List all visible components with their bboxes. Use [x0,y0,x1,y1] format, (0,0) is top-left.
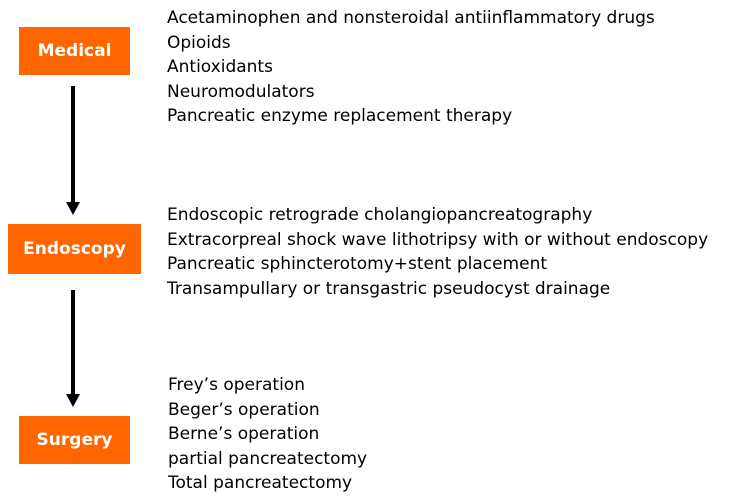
list-item: Pancreatic sphincterotomy+stent placement [167,254,548,274]
stage-box-surgery [19,416,130,464]
list-item: Berne’s operation [168,424,320,444]
surgery-treatment-list [168,373,367,496]
stage-label-endoscopy: Endoscopy [23,239,126,259]
stage-label-medical: Medical [37,41,112,61]
list-item: Extracorpreal shock wave lithotripsy with or without endoscopy [167,229,709,250]
list-item: Acetaminophen and nonsteroidal antiinflammatory drugs [167,8,655,28]
endoscopy-treatment-list [167,203,708,301]
stage-label-surgery: Surgery [36,430,113,450]
arrow-endoscopy-to-surgery [66,290,80,407]
list-item: Transampullary or transgastric pseudocyst drainage [167,278,611,299]
list-item: Pancreatic enzyme replacement therapy [167,106,513,126]
list-item: Antioxidants [167,57,273,77]
list-item: Frey’s operation [168,375,305,395]
list-item: partial pancreatectomy [168,448,368,469]
list-item: Beger’s operation [168,399,320,420]
stage-box-medical [19,27,130,75]
list-item: Opioids [167,32,231,53]
list-item: Total pancreatectomy [168,473,353,493]
stage-box-endoscopy [8,224,141,274]
list-item: Neuromodulators [167,81,315,102]
list-item: Endoscopic retrograde cholangiopancreatography [167,205,593,225]
arrow-medical-to-endoscopy [66,86,80,215]
medical-treatment-list [167,6,655,129]
